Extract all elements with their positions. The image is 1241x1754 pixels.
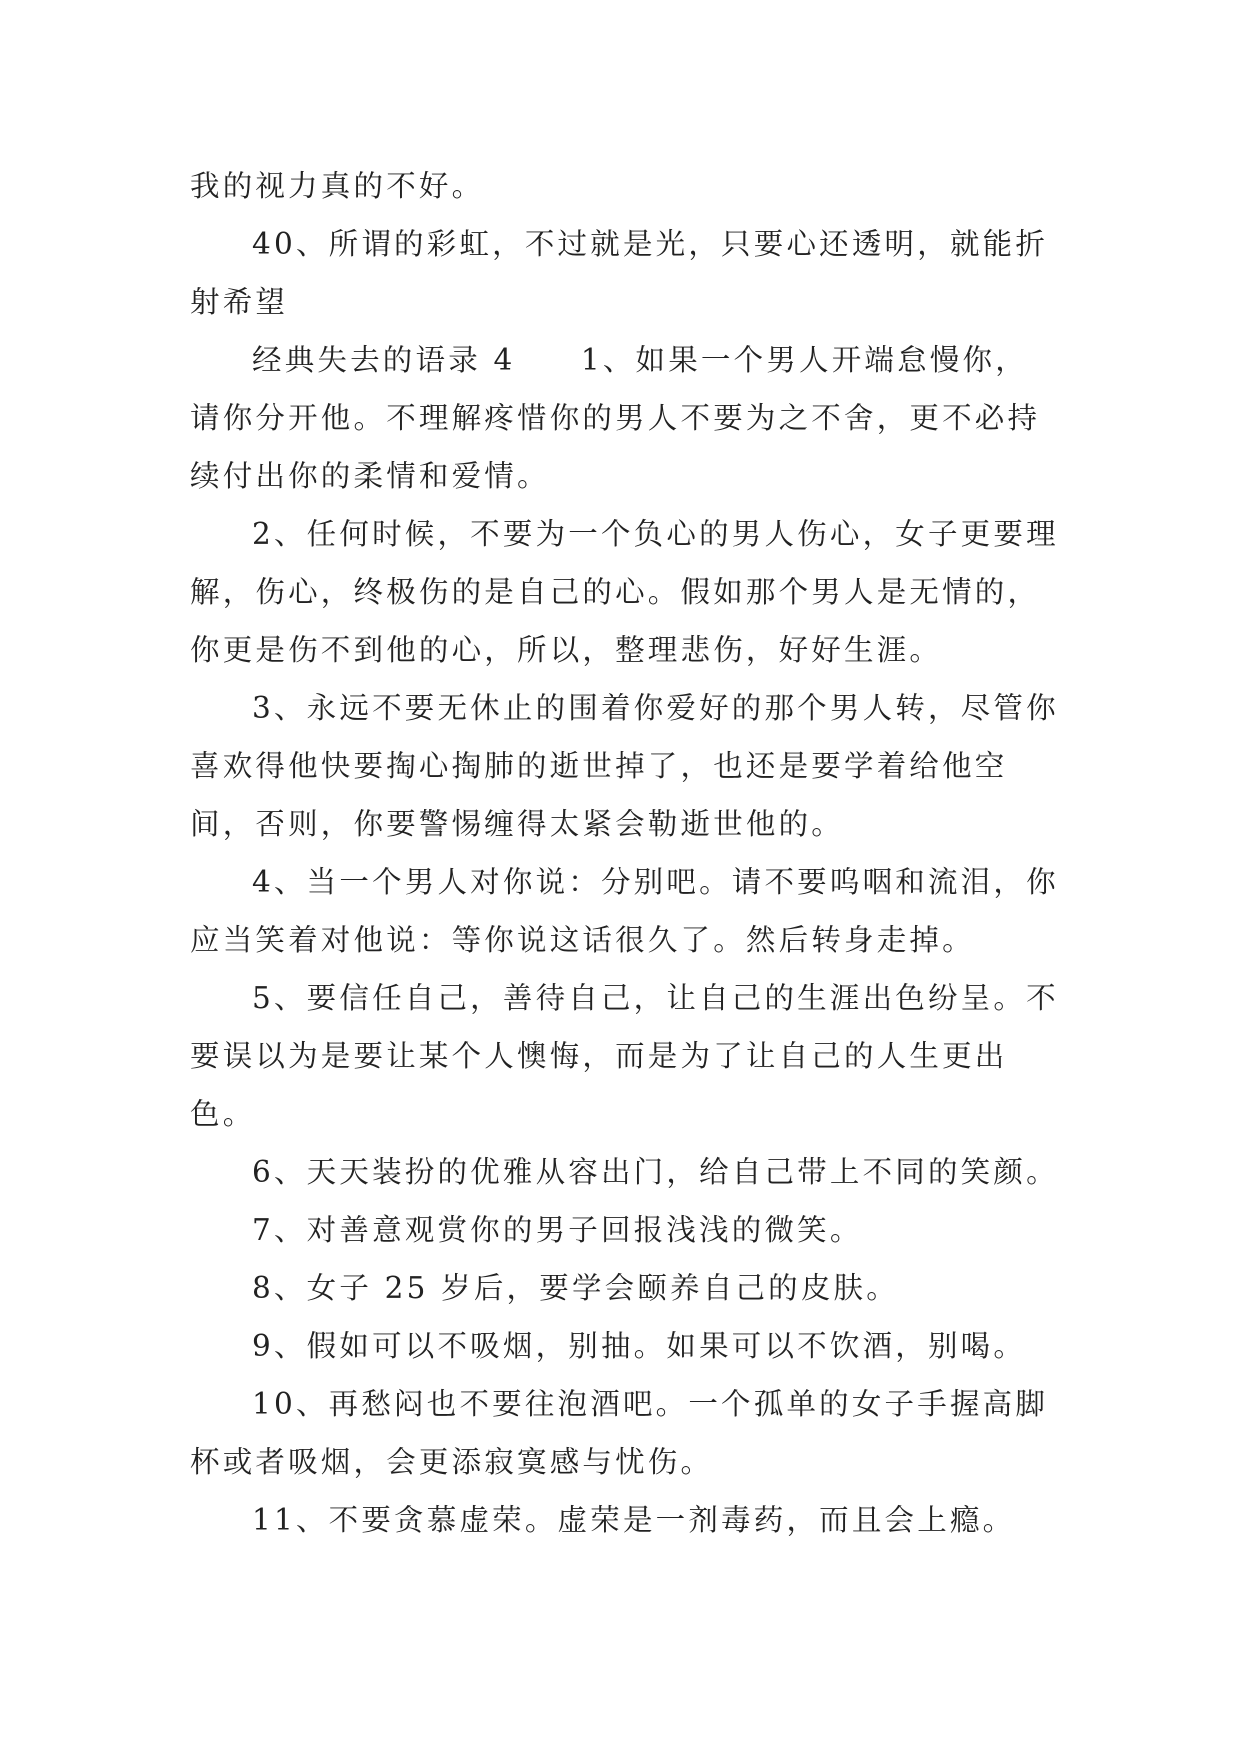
- paragraph-item-4: 4、当一个男人对你说：分别吧。请不要呜咽和流泪，你应当笑着对他说：等你说这话很久了。然后转身走掉。: [190, 865, 1059, 957]
- paragraph-item-6: 6、天天装扮的优雅从容出门，给自己带上不同的笑颜。: [252, 1155, 1059, 1189]
- paragraph-item-8: 8、女子 25 岁后，要学会颐养自己的皮肤。: [252, 1271, 899, 1305]
- paragraph-item-2: 2、任何时候，不要为一个负心的男人伤心，女子更要理解，伤心，终极伤的是自己的心。假如那个男人是无情的，你更是伤不到他的心，所以，整理悲伤，好好生涯。: [190, 517, 1059, 667]
- paragraph-continuation: 我的视力真的不好。: [190, 169, 485, 203]
- paragraph-item-40: 40、所谓的彩虹，不过就是光，只要心还透明，就能折射希望: [190, 227, 1049, 319]
- document-body: [190, 157, 1060, 1549]
- paragraph-item-9: 9、假如可以不吸烟，别抽。如果可以不饮酒，别喝。: [252, 1329, 1027, 1363]
- paragraph-item-3: 3、永远不要无休止的围着你爱好的那个男人转，尽管你喜欢得他快要掏心掏肺的逝世掉了，也还是要学着给他空间，否则，你要警惕缠得太紧会勒逝世他的。: [190, 691, 1059, 841]
- paragraph-section-4-item-1: 经典失去的语录 4 1、如果一个男人开端怠慢你，请你分开他。不理解疼惜你的男人不要为之不舍，更不必持续付出你的柔情和爱情。: [190, 343, 1041, 493]
- paragraph-item-11: 11、不要贪慕虚荣。虚荣是一剂毒药，而且会上瘾。: [252, 1503, 1016, 1537]
- paragraph-item-7: 7、对善意观赏你的男子回报浅浅的微笑。: [252, 1213, 863, 1247]
- paragraph-item-10: 10、再愁闷也不要往泡酒吧。一个孤单的女子手握高脚杯或者吸烟，会更添寂寞感与忧伤。: [190, 1387, 1049, 1479]
- paragraph-item-5: 5、要信任自己，善待自己，让自己的生涯出色纷呈。不要误以为是要让某个人懊悔，而是为了让自己的人生更出色。: [190, 981, 1059, 1131]
